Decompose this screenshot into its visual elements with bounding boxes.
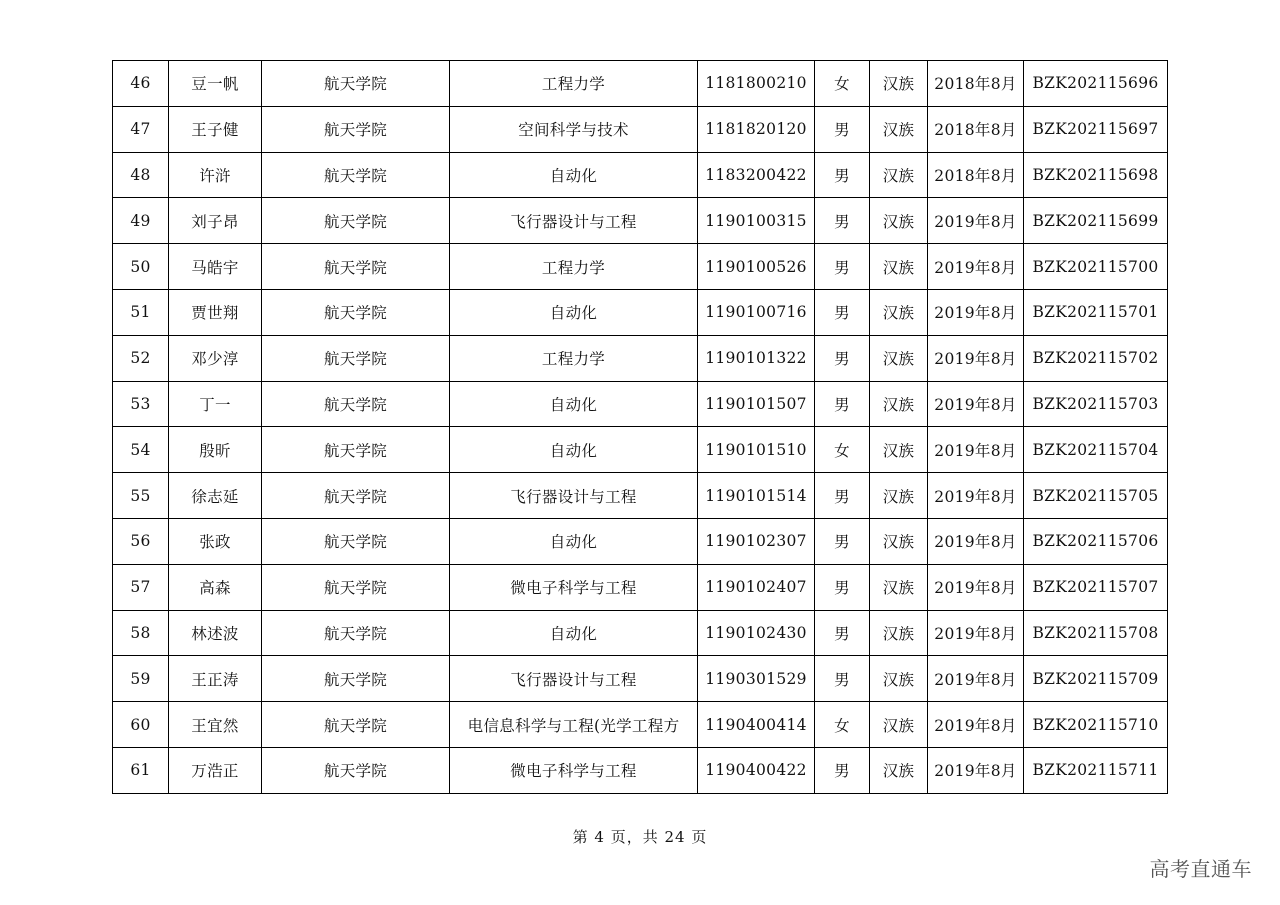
table-row [113,152,1168,198]
ethnicity-cell: 汉族 [870,244,928,290]
ethnicity-cell: 汉族 [870,289,928,335]
table-row [113,289,1168,335]
enrollment-date-cell: 2019年8月 [928,381,1024,427]
student-id-cell: 1190301529 [698,656,815,702]
page-number-label: 第 4 页，共 24 页 [572,828,708,846]
major-cell: 飞行器设计与工程 [450,198,698,244]
gender-cell: 男 [815,518,870,564]
enrollment-date-cell: 2019年8月 [928,747,1024,793]
student-name-cell: 张政 [169,518,262,564]
student-id-cell: 1190400422 [698,747,815,793]
certificate-number-cell: BZK202115708 [1024,610,1168,656]
student-id-cell: 1181820120 [698,106,815,152]
ethnicity-cell: 汉族 [870,61,928,107]
certificate-number-cell: BZK202115710 [1024,702,1168,748]
student-name-cell: 刘子昂 [169,198,262,244]
ethnicity-cell: 汉族 [870,518,928,564]
row-number-cell: 58 [113,610,169,656]
major-cell: 飞行器设计与工程 [450,656,698,702]
row-number-cell: 54 [113,427,169,473]
ethnicity-cell: 汉族 [870,564,928,610]
student-roster-table [112,60,1168,794]
student-name-cell: 万浩正 [169,747,262,793]
major-cell: 自动化 [450,381,698,427]
student-name-cell: 徐志延 [169,473,262,519]
enrollment-date-cell: 2018年8月 [928,152,1024,198]
row-number-cell: 59 [113,656,169,702]
college-cell: 航天学院 [262,564,450,610]
certificate-number-cell: BZK202115707 [1024,564,1168,610]
major-cell: 微电子科学与工程 [450,747,698,793]
certificate-number-cell: BZK202115701 [1024,289,1168,335]
enrollment-date-cell: 2019年8月 [928,564,1024,610]
ethnicity-cell: 汉族 [870,427,928,473]
gender-cell: 男 [815,747,870,793]
student-name-cell: 王正涛 [169,656,262,702]
table-row [113,381,1168,427]
ethnicity-cell: 汉族 [870,747,928,793]
student-name-cell: 丁一 [169,381,262,427]
enrollment-date-cell: 2019年8月 [928,656,1024,702]
gender-cell: 男 [815,152,870,198]
enrollment-date-cell: 2019年8月 [928,518,1024,564]
certificate-number-cell: BZK202115697 [1024,106,1168,152]
gender-cell: 男 [815,106,870,152]
student-id-cell: 1190100716 [698,289,815,335]
table-row [113,61,1168,107]
row-number-cell: 46 [113,61,169,107]
college-cell: 航天学院 [262,335,450,381]
certificate-number-cell: BZK202115709 [1024,656,1168,702]
major-cell: 工程力学 [450,335,698,381]
student-name-cell: 马皓宇 [169,244,262,290]
certificate-number-cell: BZK202115711 [1024,747,1168,793]
gender-cell: 女 [815,427,870,473]
gender-cell: 男 [815,656,870,702]
certificate-number-cell: BZK202115699 [1024,198,1168,244]
student-id-cell: 1190101510 [698,427,815,473]
gender-cell: 男 [815,381,870,427]
ethnicity-cell: 汉族 [870,656,928,702]
ethnicity-cell: 汉族 [870,610,928,656]
student-name-cell: 王子健 [169,106,262,152]
row-number-cell: 55 [113,473,169,519]
student-name-cell: 高森 [169,564,262,610]
table-row [113,747,1168,793]
row-number-cell: 51 [113,289,169,335]
college-cell: 航天学院 [262,427,450,473]
enrollment-date-cell: 2019年8月 [928,702,1024,748]
student-id-cell: 1183200422 [698,152,815,198]
roster-body [113,61,1168,794]
table-row [113,702,1168,748]
student-id-cell: 1190101514 [698,473,815,519]
row-number-cell: 60 [113,702,169,748]
table-row [113,610,1168,656]
gender-cell: 男 [815,198,870,244]
row-number-cell: 57 [113,564,169,610]
student-name-cell: 贾世翔 [169,289,262,335]
table-row [113,244,1168,290]
student-id-cell: 1190101507 [698,381,815,427]
ethnicity-cell: 汉族 [870,702,928,748]
college-cell: 航天学院 [262,518,450,564]
student-id-cell: 1190102307 [698,518,815,564]
row-number-cell: 53 [113,381,169,427]
major-cell: 自动化 [450,152,698,198]
student-id-cell: 1190102430 [698,610,815,656]
table-row [113,198,1168,244]
gender-cell: 男 [815,473,870,519]
certificate-number-cell: BZK202115696 [1024,61,1168,107]
certificate-number-cell: BZK202115703 [1024,381,1168,427]
table-row [113,656,1168,702]
row-number-cell: 52 [113,335,169,381]
student-name-cell: 豆一帆 [169,61,262,107]
major-cell: 电信息科学与工程(光学工程方 [450,702,698,748]
gender-cell: 男 [815,289,870,335]
student-name-cell: 王宜然 [169,702,262,748]
certificate-number-cell: BZK202115705 [1024,473,1168,519]
college-cell: 航天学院 [262,656,450,702]
table-row [113,473,1168,519]
row-number-cell: 47 [113,106,169,152]
row-number-cell: 48 [113,152,169,198]
student-id-cell: 1190100315 [698,198,815,244]
student-id-cell: 1190100526 [698,244,815,290]
major-cell: 微电子科学与工程 [450,564,698,610]
student-id-cell: 1190400414 [698,702,815,748]
student-name-cell: 殷昕 [169,427,262,473]
gender-cell: 男 [815,610,870,656]
ethnicity-cell: 汉族 [870,473,928,519]
ethnicity-cell: 汉族 [870,335,928,381]
major-cell: 自动化 [450,289,698,335]
certificate-number-cell: BZK202115698 [1024,152,1168,198]
major-cell: 自动化 [450,518,698,564]
enrollment-date-cell: 2018年8月 [928,61,1024,107]
college-cell: 航天学院 [262,702,450,748]
enrollment-date-cell: 2019年8月 [928,473,1024,519]
table-row [113,564,1168,610]
certificate-number-cell: BZK202115702 [1024,335,1168,381]
major-cell: 工程力学 [450,61,698,107]
enrollment-date-cell: 2019年8月 [928,198,1024,244]
enrollment-date-cell: 2019年8月 [928,610,1024,656]
enrollment-date-cell: 2019年8月 [928,335,1024,381]
student-name-cell: 邓少淳 [169,335,262,381]
enrollment-date-cell: 2019年8月 [928,289,1024,335]
gender-cell: 男 [815,564,870,610]
gender-cell: 女 [815,702,870,748]
college-cell: 航天学院 [262,198,450,244]
ethnicity-cell: 汉族 [870,381,928,427]
college-cell: 航天学院 [262,61,450,107]
major-cell: 空间科学与技术 [450,106,698,152]
gender-cell: 男 [815,335,870,381]
college-cell: 航天学院 [262,106,450,152]
row-number-cell: 50 [113,244,169,290]
college-cell: 航天学院 [262,152,450,198]
row-number-cell: 56 [113,518,169,564]
table-row [113,335,1168,381]
student-name-cell: 林述波 [169,610,262,656]
row-number-cell: 49 [113,198,169,244]
major-cell: 工程力学 [450,244,698,290]
enrollment-date-cell: 2019年8月 [928,244,1024,290]
gender-cell: 女 [815,61,870,107]
major-cell: 自动化 [450,427,698,473]
row-number-cell: 61 [113,747,169,793]
table-row [113,518,1168,564]
college-cell: 航天学院 [262,289,450,335]
student-name-cell: 许浒 [169,152,262,198]
college-cell: 航天学院 [262,473,450,519]
ethnicity-cell: 汉族 [870,152,928,198]
certificate-number-cell: BZK202115700 [1024,244,1168,290]
enrollment-date-cell: 2019年8月 [928,427,1024,473]
college-cell: 航天学院 [262,244,450,290]
college-cell: 航天学院 [262,610,450,656]
student-id-cell: 1181800210 [698,61,815,107]
certificate-number-cell: BZK202115704 [1024,427,1168,473]
certificate-number-cell: BZK202115706 [1024,518,1168,564]
ethnicity-cell: 汉族 [870,198,928,244]
watermark-logo: 高考直通车 [1149,857,1252,881]
student-id-cell: 1190101322 [698,335,815,381]
page-footer [0,826,1280,847]
enrollment-date-cell: 2018年8月 [928,106,1024,152]
ethnicity-cell: 汉族 [870,106,928,152]
college-cell: 航天学院 [262,747,450,793]
major-cell: 自动化 [450,610,698,656]
gender-cell: 男 [815,244,870,290]
student-id-cell: 1190102407 [698,564,815,610]
college-cell: 航天学院 [262,381,450,427]
table-row [113,106,1168,152]
major-cell: 飞行器设计与工程 [450,473,698,519]
table-row [113,427,1168,473]
